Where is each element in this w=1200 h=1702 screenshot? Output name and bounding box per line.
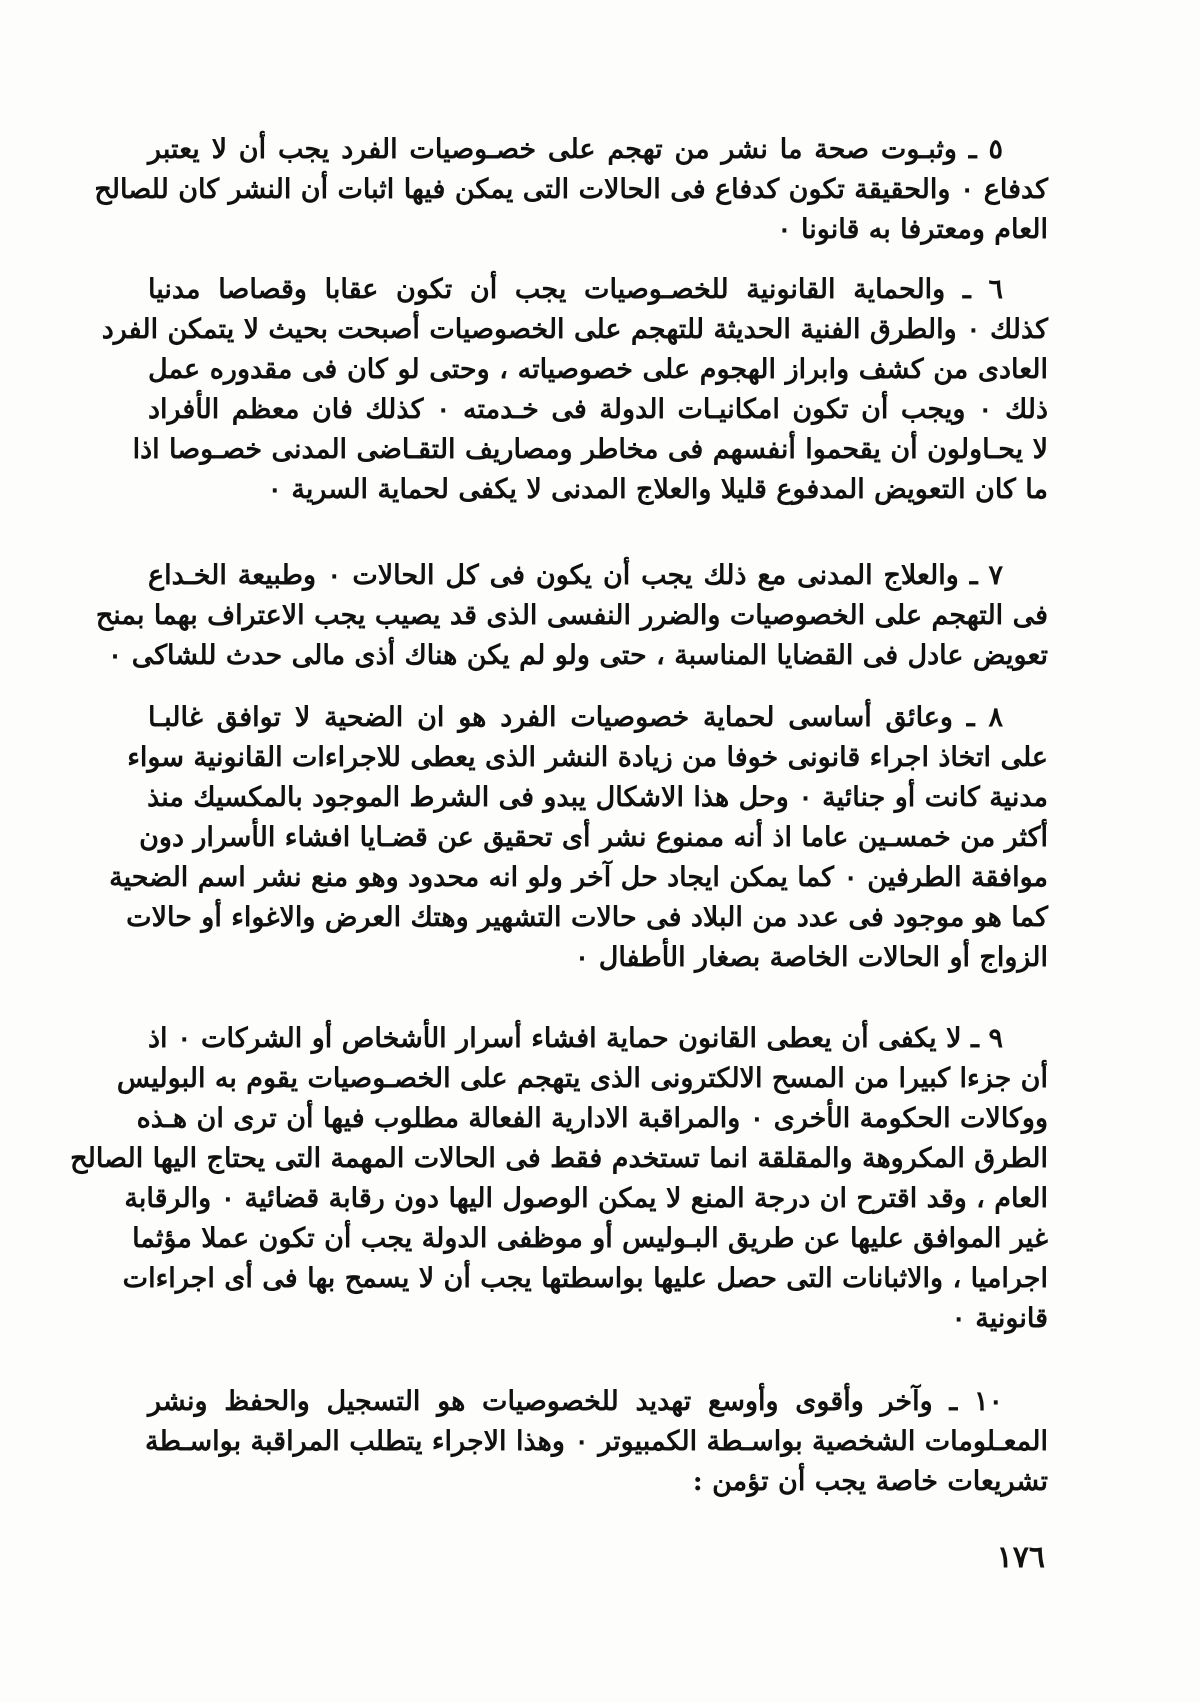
- paragraph-line: على اتخاذ اجراء قانونى خوفا من زيادة النشر الذى يعطى للاجراءات القانونية سواء: [127, 742, 1048, 773]
- paragraph-9: [70, 1019, 1048, 1339]
- paragraph-line: ٦ ـ والحماية القانونية للخصـوصيات يجب أن تكون عقابا وقصاصا مدنيا: [148, 274, 1003, 305]
- paragraph-line: ما كان التعويض المدفوع قليلا والعلاج المدنى لا يكفى لحماية السرية ٠: [267, 474, 1048, 505]
- paragraph-line: ٧ ـ والعلاج المدنى مع ذلك يجب أن يكون فى كل الحالات ٠ وطبيعة الخـداع: [148, 560, 1003, 591]
- page-number: ١٧٦: [996, 1540, 1045, 1575]
- paragraph-line: الطرق المكروهة والمقلقة انما تستخدم فقط فى الحالات المهمة التى يحتاج اليها الصالح: [70, 1143, 1048, 1174]
- paragraph-line: فى التهجم على الخصوصيات والضرر النفسى الذى قد يصيب يجب الاعتراف بهما بمنح: [95, 600, 1048, 631]
- paragraph-line: كذلك ٠ والطرق الفنية الحديثة للتهجم على الخصوصيات أصبحت بحيث لا يتمكن الفرد: [101, 314, 1048, 345]
- paragraph-line: الزواج أو الحالات الخاصة بصغار الأطفال ٠: [574, 942, 1048, 973]
- paragraph-line: ١٠ ـ وآخر وأقوى وأوسع تهديد للخصوصيات هو التسجيل والحفظ ونشر: [148, 1386, 1003, 1417]
- paragraph-line: أن جزءا كبيرا من المسح الالكترونى الذى يتهجم على الخصـوصيات يقوم به البوليس: [116, 1063, 1048, 1094]
- paragraph-line: غير الموافق عليها عن طريق البـوليس أو موظفى الدولة يجب أن تكون عملا مؤثما: [132, 1223, 1048, 1254]
- paragraph-7: [95, 556, 1048, 676]
- paragraph-6: [101, 270, 1048, 510]
- paragraph-line: اجراميا ، والاثبانات التى حصل عليها بواسطتها يجب أن لا يسمح بها فى أى اجراءات: [122, 1263, 1048, 1294]
- paragraph-line: العادى من كشف وابراز الهجوم على خصوصياته ، وحتى لو كان فى مقدوره عمل: [148, 354, 1048, 385]
- paragraph-8: [109, 698, 1048, 978]
- paragraph-10: [145, 1382, 1048, 1502]
- paragraph-line: ٥ ـ وثبـوت صحة ما نشر من تهجم على خصـوصيات الفرد يجب أن لا يعتبر: [148, 134, 1003, 165]
- paragraph-line: قانونية ٠: [951, 1303, 1048, 1334]
- paragraph-line: أكثر من خمسـين عاما اذ أنه ممنوع نشر أى تحقيق عن قضـايا افشاء الأسرار دون: [139, 822, 1048, 853]
- paragraph-line: مدنية كانت أو جنائية ٠ وحل هذا الاشكال يبدو فى الشرط الموجود بالمكسيك منذ: [147, 782, 1048, 813]
- paragraph-line: العام ، وقد اقترح ان درجة المنع لا يمكن الوصول اليها دون رقابة قضائية ٠ والرقابة: [124, 1183, 1048, 1214]
- paragraph-line: ٩ ـ لا يكفى أن يعطى القانون حماية افشاء أسرار الأشخاص أو الشركات ٠ اذ: [148, 1023, 1003, 1054]
- paragraph-line: ٨ ـ وعائق أساسى لحماية خصوصيات الفرد هو ان الضحية لا توافق غالبـا: [148, 702, 1003, 733]
- paragraph-line: تشريعات خاصة يجب أن تؤمن :: [692, 1466, 1048, 1497]
- paragraph-line: ذلك ٠ ويجب أن تكون امكانيـات الدولة فى خـدمته ٠ كذلك فان معظم الأفراد: [148, 394, 1048, 425]
- paragraph-line: العام ومعترفا به قانونا ٠: [777, 214, 1048, 245]
- paragraph-line: ووكالات الحكومة الأخرى ٠ والمراقبة الادارية الفعالة مطلوب فيها أن ترى ان هـذه: [136, 1103, 1048, 1134]
- paragraph-line: المعـلومات الشخصية بواسـطة الكمبيوتر ٠ وهذا الاجراء يتطلب المراقبة بواسـطة: [145, 1426, 1048, 1457]
- paragraph-5: [94, 130, 1048, 250]
- paragraph-line: موافقة الطرفين ٠ كما يمكن ايجاد حل آخر ولو انه محدود وهو منع نشر اسم الضحية: [109, 862, 1048, 893]
- paragraph-line: كدفاع ٠ والحقيقة تكون كدفاع فى الحالات التى يمكن فيها اثبات أن النشر كان للصالح: [94, 174, 1048, 205]
- paragraph-line: كما هو موجود فى عدد من البلاد فى حالات التشهير وهتك العرض والاغواء أو حالات: [126, 902, 1048, 933]
- paragraph-line: تعويض عادل فى القضايا المناسبة ، حتى ولو لم يكن هناك أذى مالى حدث للشاكى ٠: [107, 640, 1048, 671]
- paragraph-line: لا يحـاولون أن يقحموا أنفسهم فى مخاطر ومصاريف التقـاضى المدنى خصـوصا اذا: [132, 434, 1048, 465]
